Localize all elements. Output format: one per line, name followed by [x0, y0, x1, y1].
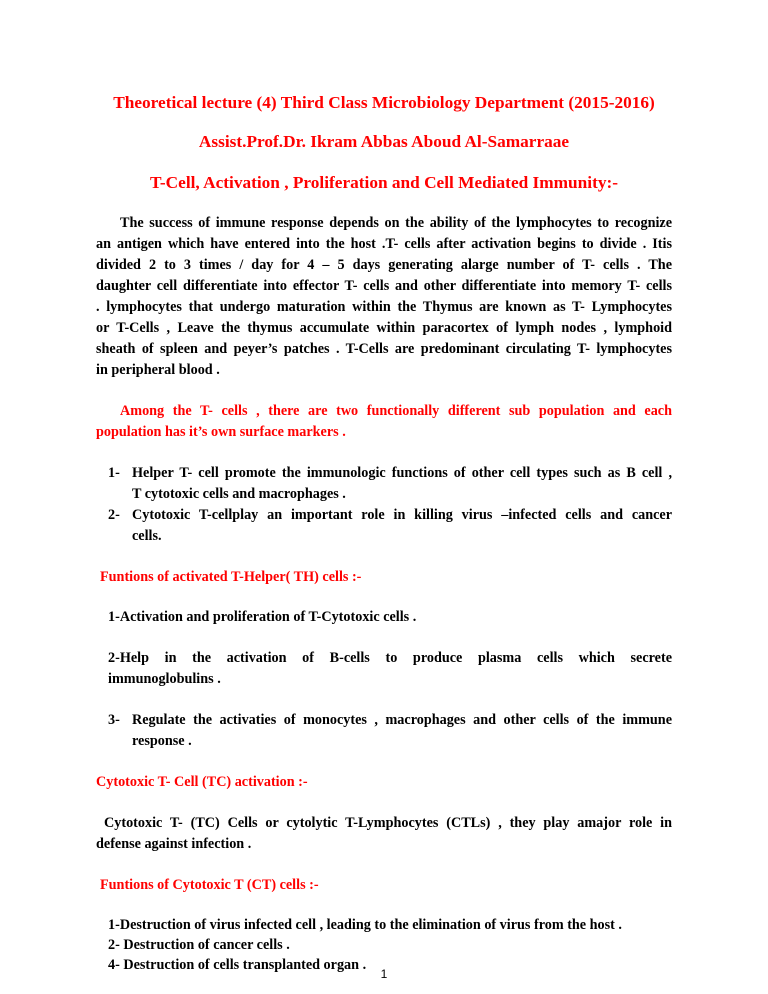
list-item: response . — [132, 733, 192, 749]
list-item: 4- Destruction of cells transplanted organ . — [108, 957, 367, 973]
intro-line: daughter cell differentiate into effector T- cells and other differentiate into memory T- cells — [96, 278, 672, 294]
intro-line: The success of immune response depends on the ability of the lymphocytes to recognize — [120, 215, 672, 231]
lecture-title: Theoretical lecture (4) Third Class Microbiology Department (2015-2016) — [113, 93, 655, 112]
list-item: T cytotoxic cells and macrophages . — [132, 486, 346, 502]
list-item: 1-Activation and proliferation of T-Cytotoxic cells . — [108, 609, 417, 625]
list-number: 3- — [108, 712, 120, 728]
list-item: Regulate the activaties of monocytes , macrophages and other cells of the immune — [132, 712, 672, 728]
intro-line: in peripheral blood . — [96, 362, 220, 378]
ct-functions-heading: Funtions of Cytotoxic T (CT) cells :- — [100, 877, 319, 893]
list-item: 2- Destruction of cancer cells . — [108, 937, 290, 953]
page-number: 1 — [380, 967, 388, 981]
author-name: Assist.Prof.Dr. Ikram Abbas Aboud Al-Samarraae — [198, 132, 570, 151]
list-number: 2- — [108, 507, 120, 523]
intro-line: or T-Cells , Leave the thymus accumulate within paracortex of lymph nodes , lymphoid — [96, 320, 672, 336]
tc-activation-heading: Cytotoxic T- Cell (TC) activation :- — [96, 774, 308, 790]
list-item: 2-Help in the activation of B-cells to produce plasma cells which secrete — [108, 650, 672, 666]
list-item: cells. — [132, 528, 162, 544]
list-item: 1-Destruction of virus infected cell , leading to the elimination of virus from the host . — [108, 917, 622, 933]
intro-line: divided 2 to 3 times / day for 4 – 5 days generating alarge number of T- cells . The — [96, 257, 672, 273]
th-functions-heading: Funtions of activated T-Helper( TH) cells :- — [100, 569, 362, 585]
subpopulation-line: Among the T- cells , there are two functionally different sub population and each — [120, 403, 672, 419]
intro-line: . lymphocytes that undergo maturation within the Thymus are known as T- Lymphocytes — [96, 299, 672, 315]
subpopulation-line: population has it’s own surface markers . — [96, 424, 346, 440]
subject-heading: T-Cell, Activation , Proliferation and Cell Mediated Immunity:- — [149, 173, 618, 192]
paragraph-line: defense against infection . — [96, 836, 252, 852]
list-number: 1- — [108, 465, 120, 481]
list-item: Cytotoxic T-cellplay an important role in killing virus –infected cells and cancer — [132, 507, 672, 523]
intro-line: sheath of spleen and peyer’s patches . T-Cells are predominant circulating T- lymphocytes — [96, 341, 672, 357]
paragraph-line: Cytotoxic T- (TC) Cells or cytolytic T-Lymphocytes (CTLs) , they play amajor role in — [104, 815, 672, 831]
list-item: immunoglobulins . — [108, 671, 221, 687]
list-item: Helper T- cell promote the immunologic functions of other cell types such as B cell , — [132, 465, 672, 481]
intro-line: an antigen which have entered into the host .T- cells after activation begins to divide . Itis — [96, 236, 672, 252]
